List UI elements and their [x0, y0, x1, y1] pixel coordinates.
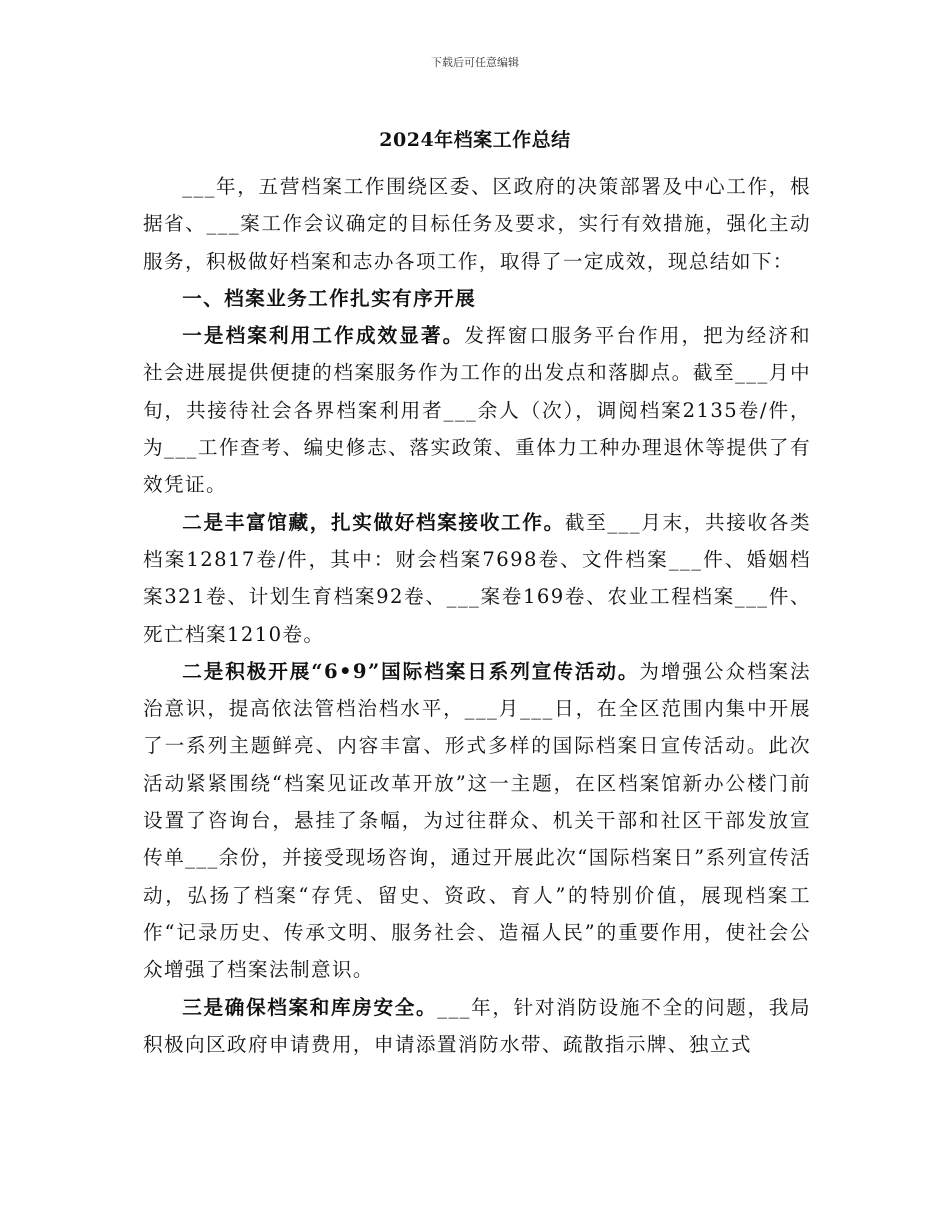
section-heading: 一、档案业务工作扎实有序开展 [182, 286, 477, 310]
paragraph-archive-safety [143, 989, 811, 1064]
document-body [143, 168, 811, 1063]
paragraph-archive-day [143, 653, 811, 989]
page-header-note: 下载后可任意编辑 [431, 56, 519, 69]
document-title: 2024年档案工作总结 [379, 129, 571, 151]
paragraph-lead: 二是丰富馆藏，扎实做好档案接收工作。 [182, 510, 565, 534]
paragraph-text: 发挥窗口服务平台作用，把为经济和社会进展提供便捷的档案服务作为工作的出发点和落脚点。截至___月中旬，共接待社会各界档案利用者___余人（次），调阅档案2135卷/件，为___工作查考、编史修志、落实政策、重体力工种办理退休等提供了有效凭证。 [143, 324, 811, 497]
paragraph-lead: 三是确保档案和库房安全。 [182, 995, 438, 1019]
paragraph-archive-receiving [143, 504, 811, 653]
paragraph-text: ___年，针对消防设施不全的问题，我局积极向区政府申请费用，申请添置消防水带、疏散指示牌、独立式 [143, 995, 811, 1056]
paragraph-text: 截至___月末，共接收各类档案12817卷/件，其中：财会档案7698卷、文件档案___件、婚姻档案321卷、计划生育档案92卷、___案卷169卷、农业工程档案___件、死亡档案1210卷。 [143, 510, 811, 646]
intro-paragraph: ___年，五营档案工作围绕区委、区政府的决策部署及中心工作，根据省、___案工作会议确定的目标任务及要求，实行有效措施，强化主动服务，积极做好档案和志办各项工作，取得了一定成效，现总结如下： [143, 175, 811, 273]
paragraph-archive-utilization [143, 317, 811, 503]
paragraph-lead: 一是档案利用工作成效显著。 [182, 324, 465, 348]
paragraph-text: 为增强公众档案法治意识，提高依法管档治档水平，___月___日，在全区范围内集中开展了一系列主题鲜亮、内容丰富、形式多样的国际档案日宣传活动。此次活动紧紧围绕“档案见证改革开放”这一主题，在区档案馆新办公楼门前设置了咨询台，悬挂了条幅，为过往群众、机关干部和社区干部发放宣传单___余份，并接受现场咨询，通过开展此次“国际档案日”系列宣传活动，弘扬了档案“存凭、留史、资政、育人”的特别价值，展现档案工作“记录历史、传承文明、服务社会、造福人民”的重要作用，使社会公众增强了档案法制意识。 [143, 659, 811, 982]
paragraph-lead: 二是积极开展“6•9”国际档案日系列宣传活动。 [182, 659, 640, 683]
